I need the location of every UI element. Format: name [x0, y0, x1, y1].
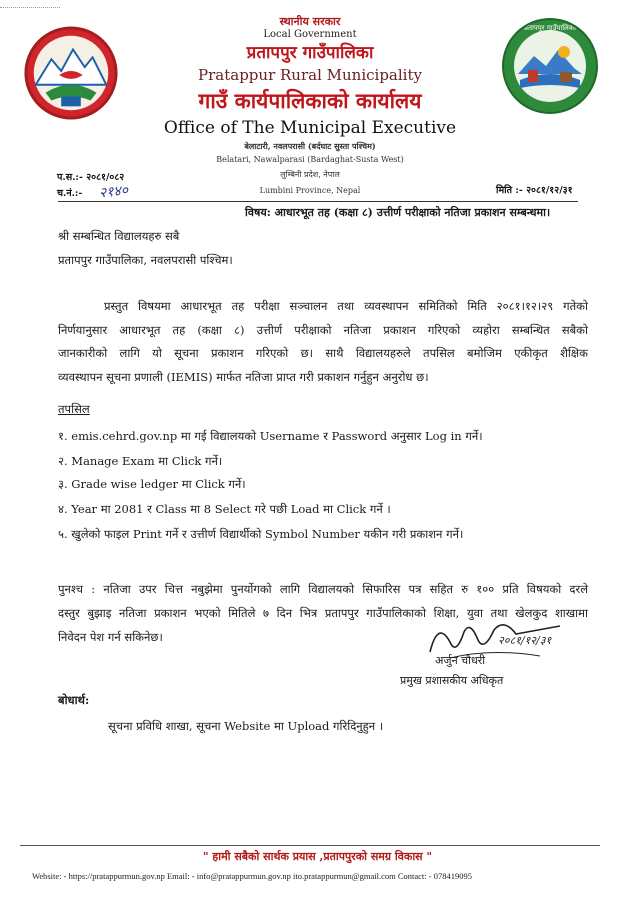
addressee-line-2: प्रतापपुर गाउँपालिका, नवलपरासी पश्चिम। — [58, 253, 233, 267]
footer-slogan: " हामी सबैको सार्थक प्रयास ,प्रतापपुरको समग्र विकास " — [202, 850, 433, 863]
footer-divider — [20, 845, 600, 846]
dispatch-number-label: च.नं.:- — [57, 188, 83, 199]
step-item: १. emis.cehrd.gov.np मा गई विद्यालयको Username र Password अनुसार Log in गर्ने। — [58, 429, 483, 443]
step-item: ५. खुलेको फाइल Print गर्ने र उत्तीर्ण विद्यार्थीको Symbol Number यकीन गरी प्रकाशन गर्ने। — [58, 527, 464, 541]
municipality-name-en: Pratappur Rural Municipality — [198, 66, 422, 84]
addressee-line-1: श्री सम्बन्धित विद्यालयहरु सबै — [58, 229, 180, 243]
scan-edge — [0, 0, 60, 8]
step-item: २. Manage Exam मा Click गर्ने। — [58, 454, 223, 468]
office-title-np: गाउँ कार्यपालिकाको कार्यालय — [198, 88, 422, 113]
step-item: ३. Grade wise ledger मा Click गर्ने। — [58, 477, 246, 491]
subject-line: विषय: आधारभूत तह (कक्षा ८) उत्तीर्ण परीक्षाको नतिजा प्रकाशन सम्बन्धमा। — [245, 206, 551, 219]
dispatch-number-handwritten: २१४० — [98, 182, 129, 202]
province-np: लुम्बिनी प्रदेश, नेपाल — [280, 170, 340, 179]
municipality-name-np: प्रतापपुर गाउँपालिका — [246, 43, 374, 63]
body-line-1: प्रस्तुत विषयमा आधारभूत तह परीक्षा सञ्चालन तथा व्यवस्थापन समितिको मिति २०८१।१२।२९ गतेको — [104, 299, 588, 313]
letter-date: मिति :- २०८१/१२/३१ — [496, 185, 573, 196]
note-line-1: पुनश्च : नतिजा उपर चित्त नबुझेमा पुनर्योगको लागि विद्यालयको सिफारिस पत्र सहित रु १०० प्रति विषयको दरले — [58, 582, 588, 596]
note-line-3: निवेदन पेश गर्न सकिनेछ। — [58, 630, 163, 644]
footer-contact: Website: - https://pratappurmun.gov.np Email: - info@pratappurmun.gov.np ito.pratappurmun@gmail.com Contact: - 078419095 — [32, 871, 472, 881]
step-item: ४. Year मा 2081 र Class मा 8 Select गरे पछी Load मा Click गर्ने । — [58, 502, 391, 516]
municipality-seal-logo — [500, 16, 600, 116]
province-en: Lumbini Province, Nepal — [259, 186, 361, 195]
svg-text:प्रतापपुर गाउँपालिका: प्रतापपुर गाउँपालिका — [524, 24, 576, 32]
header-divider — [58, 201, 578, 202]
government-emblem-logo — [22, 24, 120, 122]
note-line-2: दस्तुर बुझाइ नतिजा प्रकाशन भएको मितिले ७ दिन भित्र प्रतापपुर गाउँपालिकाको शिक्षा, युवा तथा खेलकुद शाखामा — [58, 606, 588, 620]
svg-text:२०८१/१२/३१: २०८१/१२/३१ — [498, 634, 552, 647]
signatory-name: अर्जुन चौधरी — [435, 654, 486, 667]
local-government-en: Local Government — [263, 29, 357, 40]
bodhartha-label: बोधार्थ: — [58, 693, 90, 707]
signatory-title: प्रमुख प्रशासकीय अधिकृत — [400, 674, 504, 687]
tapsil-heading: तपसिल — [58, 402, 90, 416]
body-line-4: व्यवस्थापन सूचना प्रणाली (IEMIS) मार्फत नतिजा प्राप्त गरी प्रकाशन गर्नुहुन अनुरोध छ। — [58, 370, 429, 384]
bodhartha-item: सूचना प्रविधि शाखा, सूचना Website मा Upload गरिदिनुहुन । — [108, 719, 384, 733]
address-np: बेलाटारी, नवलपरासी (बर्दघाट सुस्ता पश्चिम) — [244, 141, 376, 151]
address-en: Belatari, Nawalparasi (Bardaghat-Susta West) — [216, 155, 404, 164]
local-government-np: स्थानीय सरकार — [279, 15, 341, 28]
body-line-3: जानकारीको लागि यो सूचना प्रकाशन गरिएको छ। साथै विद्यालयहरुले तपसिल बमोजिम एकीकृत शैक्षिक — [58, 346, 588, 360]
body-line-2: निर्णयानुसार आधारभूत तह (कक्षा ८) उत्तीर्ण परीक्षाको नतिजा प्रकाशन गरिएको व्यहोरा सम्बन्धित सबैको — [58, 323, 588, 337]
letter-reference-number: प.स.:- २०८१/०८२ — [57, 172, 125, 183]
office-title-en: Office of The Municipal Executive — [163, 118, 457, 138]
